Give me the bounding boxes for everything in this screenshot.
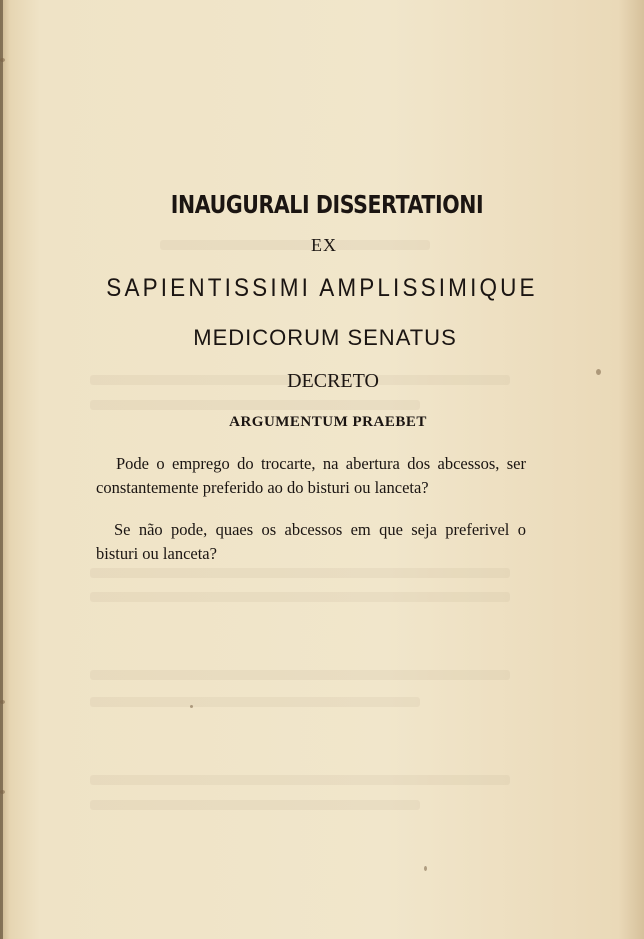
show-through-line [90, 400, 420, 410]
show-through-line [90, 800, 420, 810]
title-line-6: ARGUMENTUM PRAEBET [229, 414, 427, 430]
show-through-line [90, 670, 510, 680]
paper-speck [190, 705, 193, 708]
question-paragraph-1: Pode o emprego do trocarte, na abertura dos abcessos, ser constantemente preferido ao do bisturi ou lanceta? [96, 454, 526, 497]
paper-speck [0, 58, 5, 62]
paper-speck [0, 700, 5, 704]
title-line-4: MEDICORUM SENATUS [193, 325, 457, 350]
show-through-line [90, 568, 510, 578]
paper-speck [424, 866, 427, 871]
binding-edge [0, 0, 3, 939]
title-line-1: INAUGURALI DISSERTATIONI [170, 190, 484, 219]
title-line-3: SAPIENTISSIMI AMPLISSIMIQUE [106, 274, 538, 302]
show-through-line [90, 775, 510, 785]
show-through-line [90, 697, 420, 707]
show-through-line [90, 592, 510, 602]
title-line-5: DECRETO [287, 370, 379, 392]
title-line-2: EX [311, 235, 337, 255]
question-paragraph-2: Se não pode, quaes os abcessos em que seja preferivel o bisturi ou lanceta? [96, 520, 526, 563]
paper-speck [0, 790, 5, 794]
